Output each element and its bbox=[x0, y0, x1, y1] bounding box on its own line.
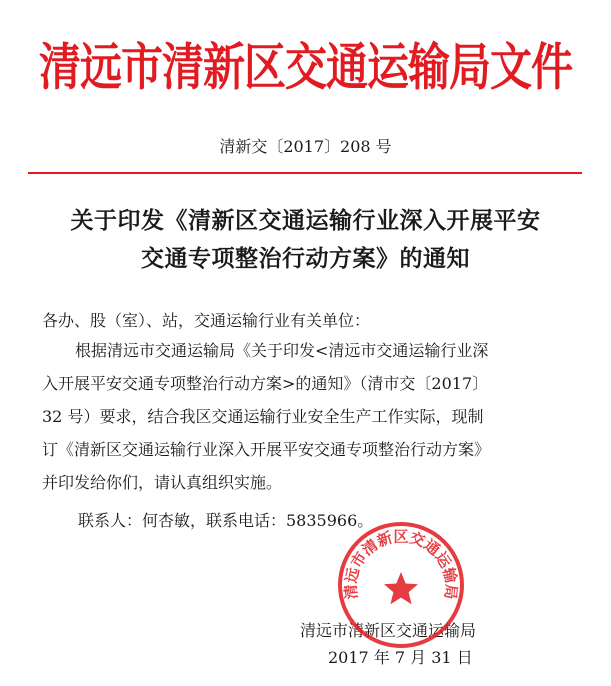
red-divider-line bbox=[28, 172, 582, 174]
issuer-name: 清远市清新区交通运输局 bbox=[300, 621, 477, 640]
star-icon bbox=[384, 572, 418, 604]
paragraph-line: 并印发给你们，请认真组织实施。 bbox=[42, 473, 283, 492]
paragraph-line: 32 号）要求，结合我区交通运输行业安全生产工作实际，现制 bbox=[42, 407, 484, 426]
notice-title-line-1: 关于印发《清新区交通运输行业深入开展平安 bbox=[70, 208, 541, 234]
official-seal bbox=[336, 520, 466, 650]
notice-title-line-2: 交通专项整治行动方案》的通知 bbox=[141, 246, 470, 272]
issue-date: 2017 年 7 月 31 日 bbox=[328, 648, 473, 667]
masthead-title: 清远市清新区交通运输局文件 bbox=[38, 37, 572, 97]
contact-info: 联系人：何杏敏，联系电话：5835966。 bbox=[78, 511, 374, 530]
paragraph-line: 订《清新区交通运输行业深入开展平安交通专项整治行动方案》 bbox=[42, 440, 491, 459]
paragraph-line: 入开展平安交通专项整治行动方案>的通知》（清市交〔2017〕 bbox=[42, 374, 489, 393]
salutation: 各办、股（室）、站，交通运输行业有关单位： bbox=[42, 311, 371, 330]
document-number: 清新交〔2017〕208 号 bbox=[219, 137, 392, 156]
paragraph-line: 根据清远市交通运输局《关于印发<清远市交通运输行业深 bbox=[75, 341, 489, 360]
seal-ring-text: 清远市清新区交通运输局 bbox=[341, 527, 461, 601]
